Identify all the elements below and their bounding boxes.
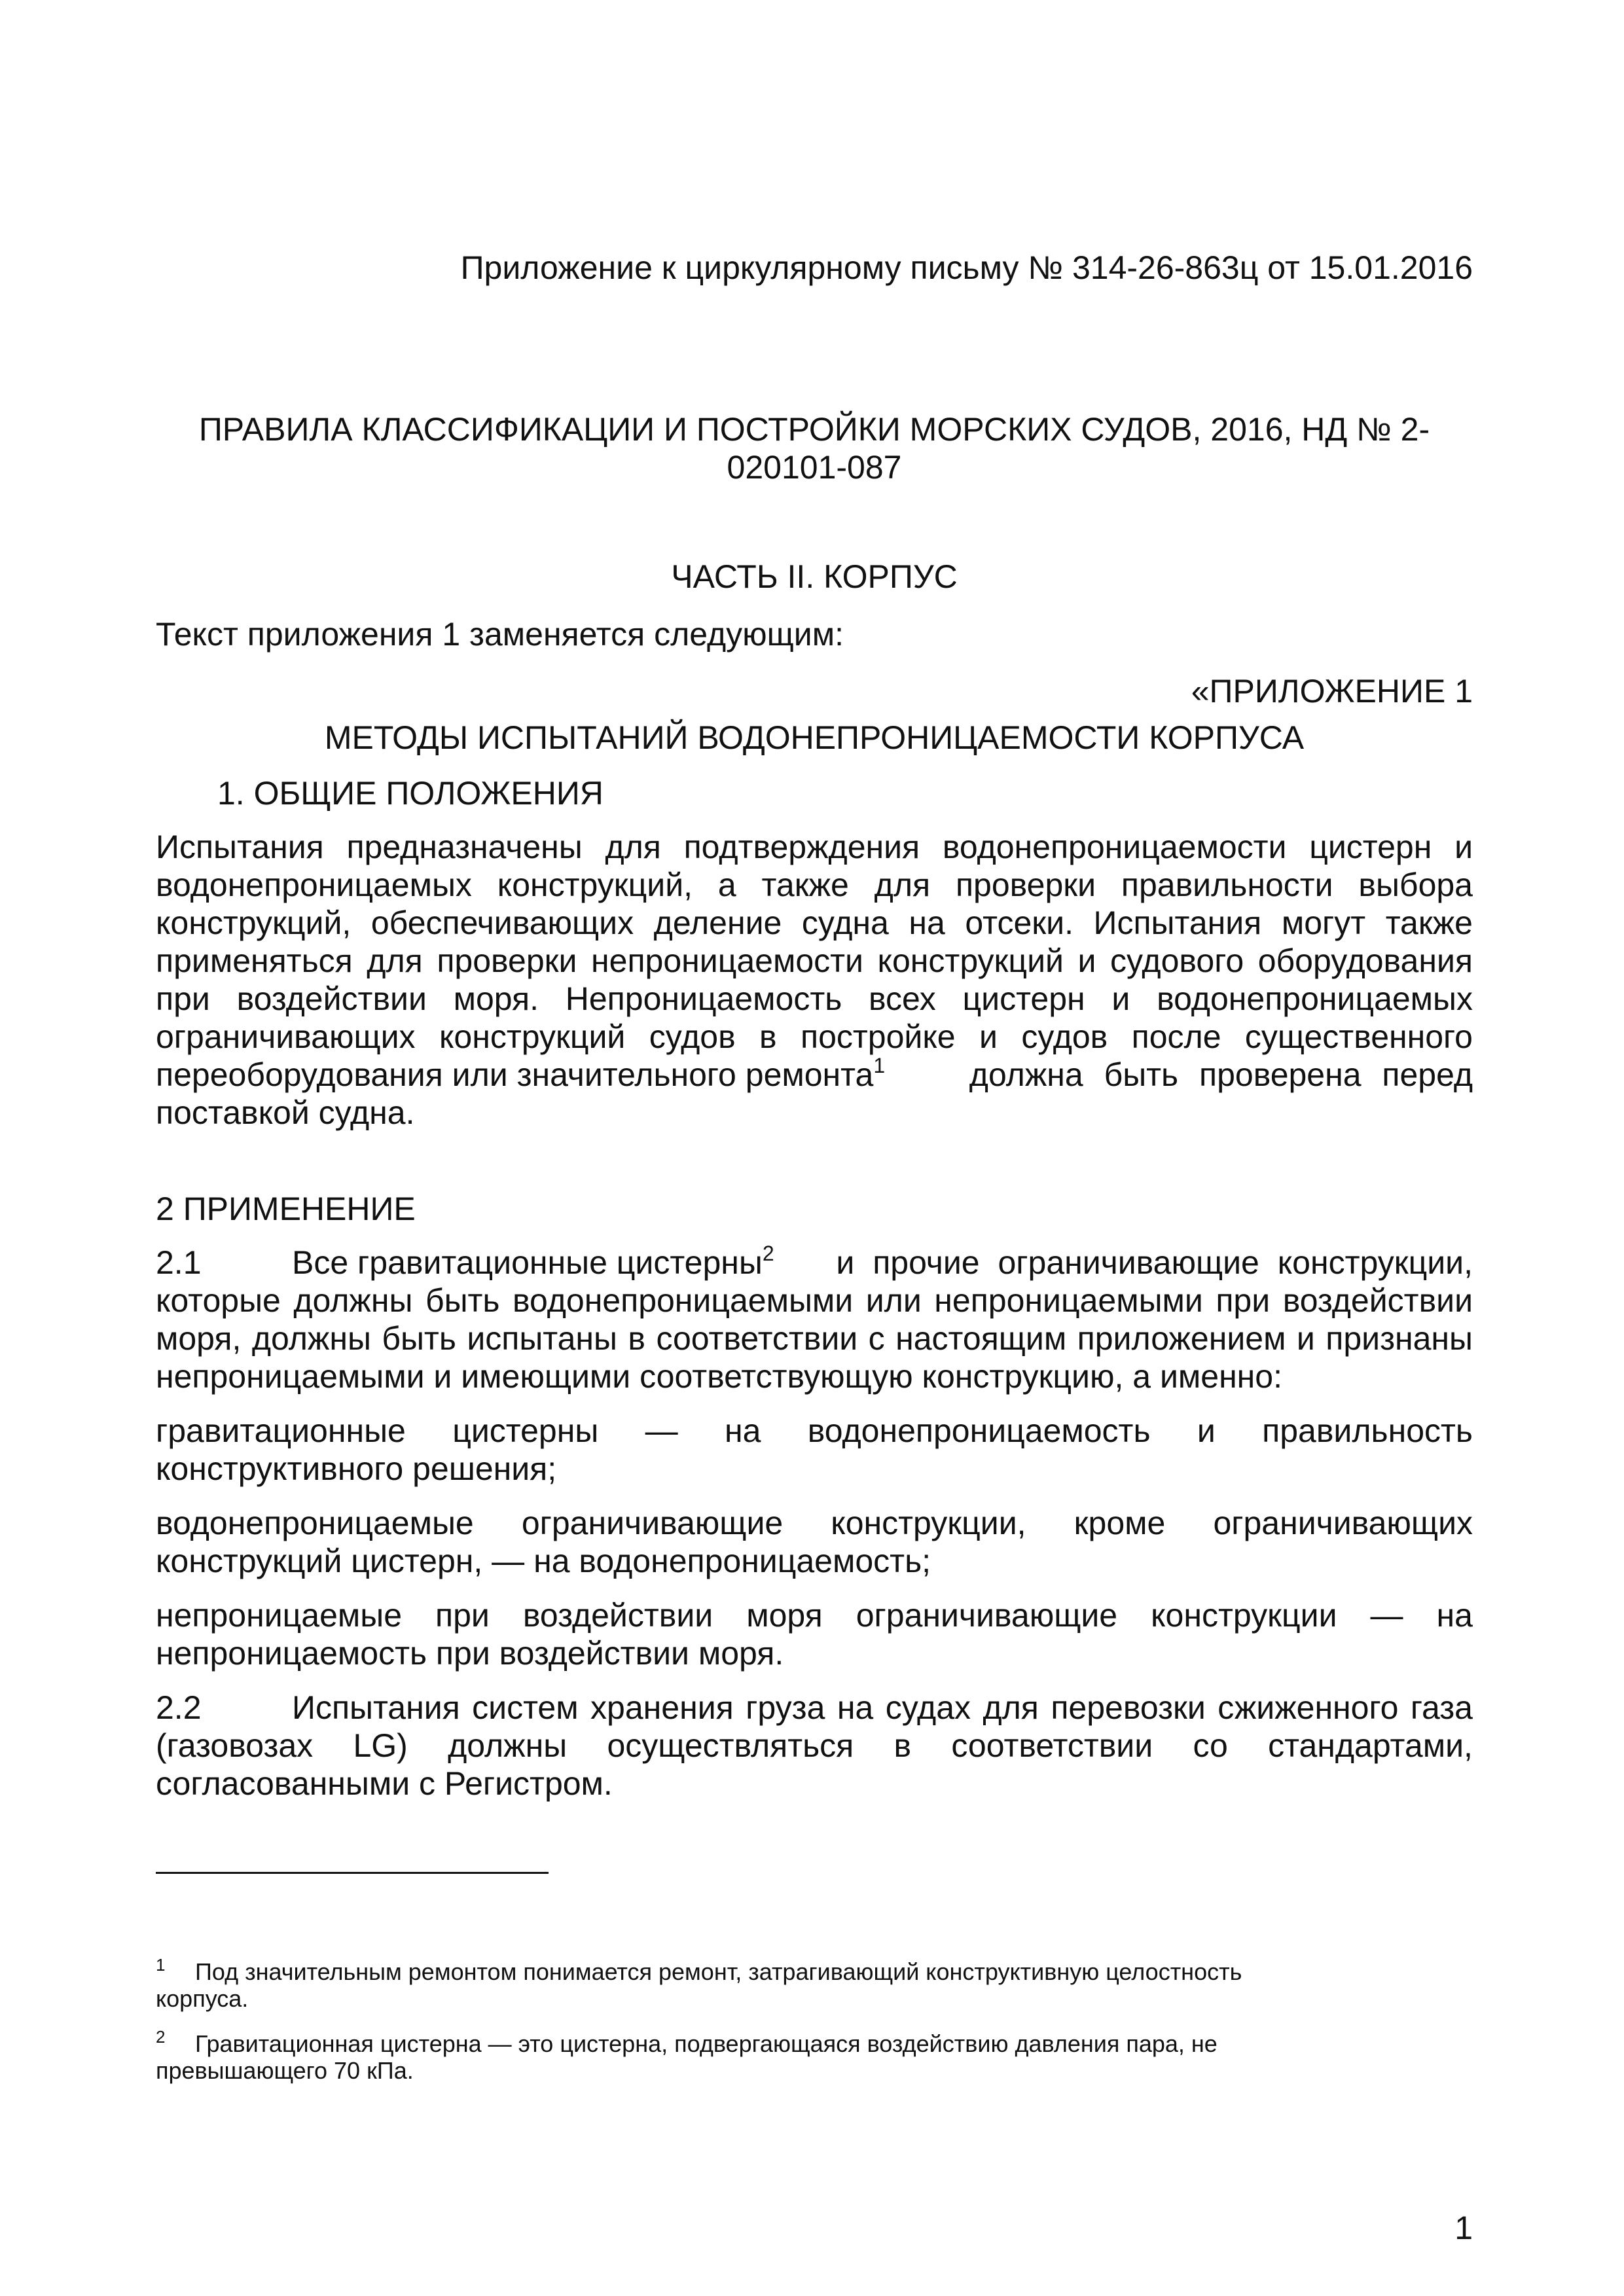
word: непроницаемые xyxy=(156,1597,403,1634)
text-segment: переоборудования или значительного ремонта$^1$ xyxy=(156,1054,886,1093)
footnote-text: Гравитационная цистерна — это цистерна, подвергающаяся воздействию давления пара, не xyxy=(195,2030,1218,2057)
word: цистерны xyxy=(452,1412,599,1449)
section1-line: ограничивающих конструкций судов в постройке и судов после существенного xyxy=(156,1018,1473,1055)
paragraph-2-1-line: которые должны быть водонепроницаемыми или непроницаемыми при воздействии xyxy=(156,1282,1473,1319)
paragraph-2-2-line2 xyxy=(156,1727,1473,1765)
paragraph-number: 2.2 xyxy=(156,1689,202,1726)
list-item-1-line2: конструктивного решения; xyxy=(156,1450,557,1487)
appendix-heading: МЕТОДЫ ИСПЫТАНИЙ ВОДОНЕПРОНИЦАЕМОСТИ КОРПУСА xyxy=(324,719,1305,756)
list-item-3-line1 xyxy=(156,1596,1473,1634)
word: водонепроницаемые xyxy=(156,1505,474,1541)
word: кроме xyxy=(1074,1505,1166,1541)
section2-heading: 2 ПРИМЕНЕНИЕ xyxy=(156,1191,416,1227)
footnote-ref-2[interactable]: 2 xyxy=(762,1242,774,1265)
word: должны xyxy=(448,1727,568,1764)
word: стандартами, xyxy=(1268,1727,1473,1764)
text-segment: и прочие ограничивающие конструкции, xyxy=(836,1244,1473,1281)
section1-line-with-footnote xyxy=(156,1056,1473,1094)
document-title-line1: ПРАВИЛА КЛАССИФИКАЦИИ И ПОСТРОЙКИ МОРСКИХ СУДОВ, 2016, НД № 2- xyxy=(198,411,1430,448)
section1-line: конструкций, обеспечивающих деление судна на отсеки. Испытания могут также xyxy=(156,905,1473,941)
word: LG) xyxy=(353,1727,408,1764)
intro-text: Текст приложения 1 заменяется следующим: xyxy=(156,616,844,653)
footnote-1-line2: корпуса. xyxy=(156,1985,249,2012)
word: соответствии xyxy=(951,1727,1153,1764)
list-item-2-line1 xyxy=(156,1504,1473,1542)
paragraph-2-1-line: моря, должны быть испытаны в соответствии с настоящим приложением и признаны xyxy=(156,1320,1473,1357)
footnote-separator xyxy=(156,1872,549,1874)
word: конструкции, xyxy=(831,1505,1026,1541)
word: в xyxy=(893,1727,912,1764)
section1-heading: 1. ОБЩИЕ ПОЛОЖЕНИЯ xyxy=(217,775,604,812)
section1-line: поставкой судна. xyxy=(156,1094,415,1131)
word: и xyxy=(1197,1412,1216,1449)
list-item-1-line1 xyxy=(156,1412,1473,1450)
part-heading: ЧАСТЬ II. КОРПУС xyxy=(671,558,958,595)
paragraph-2-1-line: непроницаемыми и имеющими соответствующую конструкцию, а именно: xyxy=(156,1358,1282,1395)
word: водонепроницаемость xyxy=(807,1412,1151,1449)
word: — xyxy=(1370,1597,1403,1634)
word: воздействии xyxy=(522,1597,713,1634)
text-segment: Все гравитационные цистерны$^2$ xyxy=(292,1242,774,1281)
paragraph-2-2-line3: согласованными с Регистром. xyxy=(156,1765,613,1802)
footnote-mark: 1 xyxy=(156,1955,166,1975)
word: ограничивающие xyxy=(521,1505,784,1541)
word: на xyxy=(725,1412,761,1449)
page-number: 1 xyxy=(1454,2210,1473,2246)
section1-line: при воздействии моря. Непроницаемость всех цистерн и водонепроницаемых xyxy=(156,980,1473,1017)
section1-line: применяться для проверки непроницаемости конструкций и судового оборудования xyxy=(156,942,1473,979)
word: ограничивающие xyxy=(856,1597,1118,1634)
footnote-mark: 2 xyxy=(156,2027,166,2047)
footnote-2-line2: превышающего 70 кПа. xyxy=(156,2057,414,2084)
document-title-line2: 020101-087 xyxy=(727,449,902,486)
circular-reference: Приложение к циркулярному письму № 314-26-863ц от 15.01.2016 xyxy=(460,249,1473,286)
word: моря xyxy=(746,1597,823,1634)
section1-line: Испытания предназначены для подтверждения водонепроницаемости цистерн и xyxy=(156,829,1473,865)
appendix-label: «ПРИЛОЖЕНИЕ 1 xyxy=(1191,673,1473,709)
list-item-2-line2: конструкций цистерн, — на водонепроницаемость; xyxy=(156,1543,931,1579)
word: со xyxy=(1193,1727,1228,1764)
section1-line: водонепроницаемых конструкций, а также для проверки правильности выбора xyxy=(156,867,1473,903)
footnote-ref-1[interactable]: 1 xyxy=(873,1054,886,1077)
word: (газовозах xyxy=(156,1727,314,1764)
word: правильность xyxy=(1262,1412,1473,1449)
word: конструкции xyxy=(1151,1597,1337,1634)
text-segment: должна быть проверена перед xyxy=(969,1056,1473,1093)
word: гравитационные xyxy=(156,1412,406,1449)
word: — xyxy=(645,1412,678,1449)
word: на xyxy=(1436,1597,1473,1634)
list-item-3-line2: непроницаемость при воздействии моря. xyxy=(156,1635,784,1672)
paragraph-2-2-line1: Испытания систем хранения груза на судах для перевозки сжиженного газа xyxy=(292,1689,1473,1726)
footnote-1-line1 xyxy=(156,1950,1242,1986)
footnote-text: Под значительным ремонтом понимается ремонт, затрагивающий конструктивную целостность xyxy=(195,1958,1242,1985)
paragraph-number: 2.1 xyxy=(156,1244,202,1281)
footnote-2-line1 xyxy=(156,2022,1218,2058)
word: при xyxy=(435,1597,490,1634)
word: осуществляться xyxy=(607,1727,854,1764)
word: ограничивающих xyxy=(1213,1505,1473,1541)
paragraph-2-1-line1 xyxy=(292,1244,1473,1282)
